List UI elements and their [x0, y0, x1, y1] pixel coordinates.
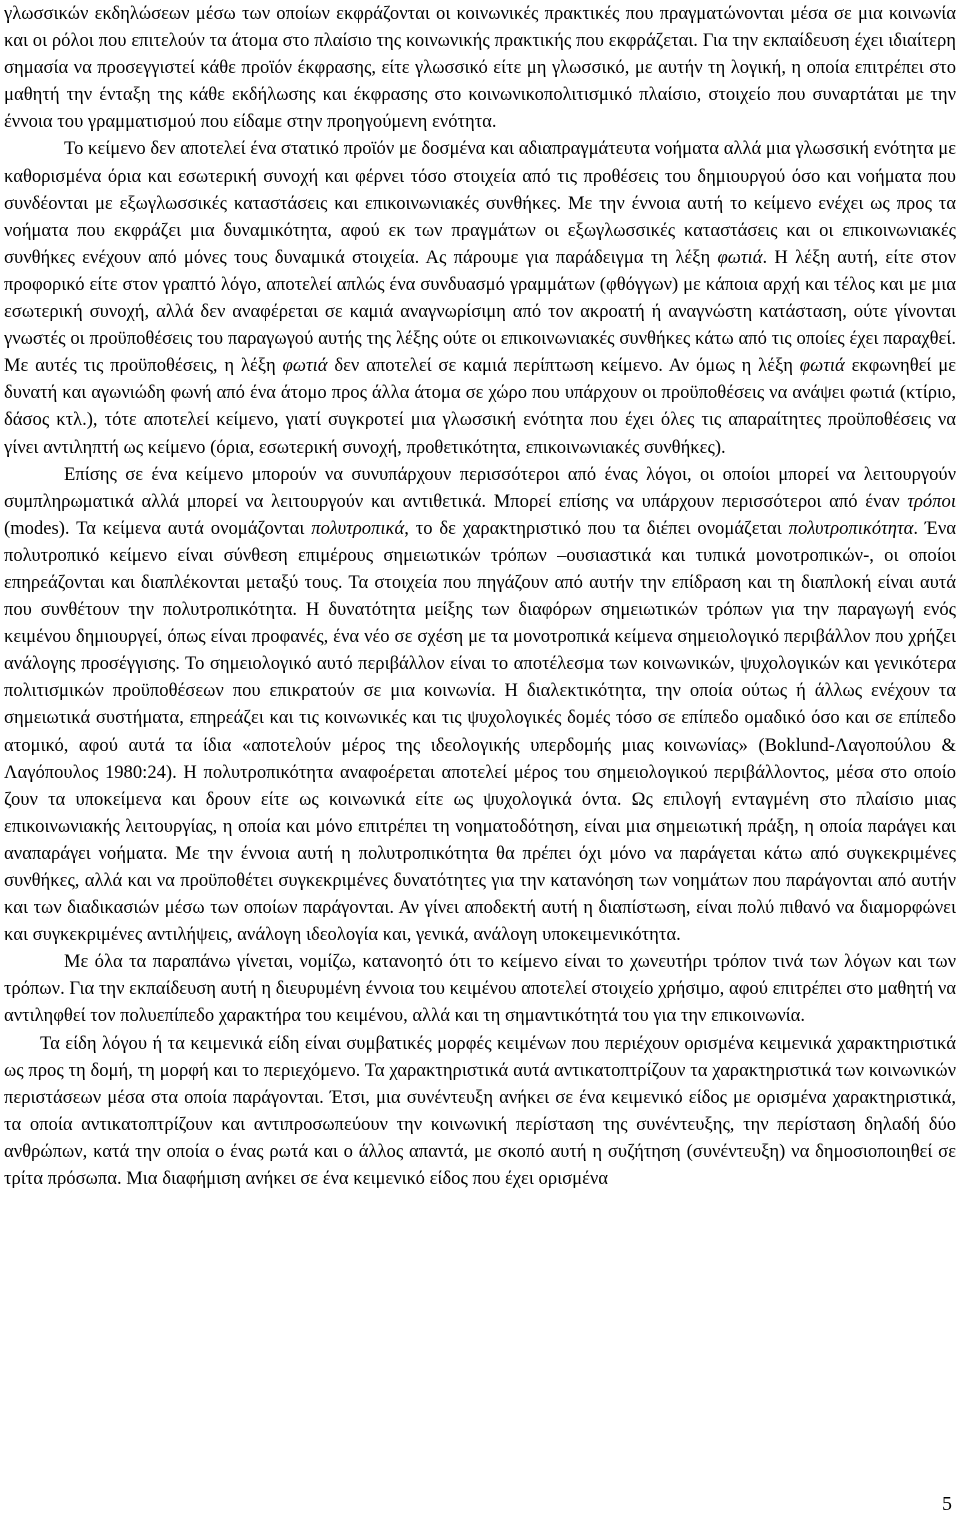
text-run: . Ένα πολυτροπικό κείμενο είναι σύνθεση επιμέρους σημειωτικών τρόπων –ουσιαστικά και τυπικά μονοτροπικών-, οι οποίοι επηρεάζονται και διαπλέκονται μεταξύ τους. Τα στοιχεία που πηγάζουν από αυτήν την επίδραση και τη διαπλοκή είναι αυτά που συνθέτουν την πολυτροπικότητα. Η δυνατότητα μείξης των διαφόρων σημειωτικών τρόπων για την παραγωγή ενός κειμένου δημιουργεί, όπως είναι προφανές, ένα νέο σε σχέση με τα μονοτροπικά κείμενα σημειολογικό περιβάλλον που χρήζει ανάλογης προσέγγισης. Το σημειολογικό αυτό περιβάλλον είναι το αποτέλεσμα των κοινωνικών, ψυχολογικών και γενικότερα πολιτισμικών προϋποθέσεων που επικρατούν σε μια κοινωνία. Η διαλεκτικότητα, την οποία ούτως ή άλλως ενέχουν τα σημειωτικά συστήματα, επηρεάζει και τις κοινωνικές και τις ψυχολογικές δομές τόσο σε επίπεδο ομαδικό όσο και σε επίπεδο ατομικό, αφού αυτά τα ίδια «αποτελούν μέρος της ιδεολογικής υπερδομής μιας κοινωνίας» (Boklund-Λαγοπούλου & Λαγόπουλος 1980:24). Η πολυτροπικότητα αναφοέρεται αποτελεί μέρος του σημειολογικού περιβάλλοντος, μέσα στο οποίο ζουν τα υποκείμενα και δρουν είτε ως κοινωνικά είτε ως ψυχολογικά όντα. Ως επιλογή ενταγμένη στο πλαίσιο μιας επικοινωνιακής λειτουργίας, η οποία και μόνο επιτρέπει τη νοηματοδότηση, είναι μια σημειωτική πράξη, η οποία παράγει και αναπαράγει νοήματα. Με την έννοια αυτή η πολυτροπικότητα θα πρέπει όχι μόνο να παράγεται κάτω από συγκεκριμένες συνθήκες, αλλά και να προϋποθέτει συγκεκριμένες δυνατότητες για την κατανόηση των νοημάτων που παράγονται από αυτήν και των διαδικασιών μέσω των οποίων παράγονται. Αν γίνει αποδεκτή αυτή η διαπίστωση, είναι πολύ πιθανό να διαμορφώνει και συγκεκριμένες αντιλήψεις, ανάλογη ιδεολογία και, γενικά, ανάλογη υποκειμενικότητα. [4, 517, 956, 946]
text-run: Επίσης σε ένα κείμενο μπορούν να συνυπάρχουν περισσότεροι από ένας λόγοι, οι οποίοι μπορεί να λειτουργούν συμπληρωματικά αλλά μπορεί να λειτουργούν και αντιθετικά. Μπορεί επίσης να υπάρχουν περισσότεροι από έναν [4, 463, 956, 512]
text-run: Τα είδη λόγου ή τα κειμενικά είδη είναι συμβατικές μορφές κειμένων που περιέχουν ορισμένα κειμενικά χαρακτηριστικά ως προς τη δομή, τη μορφή και το περιεχόμενο. Τα χαρακτηριστικά αυτά αντικατοπτρίζουν τα χαρακτηριστικά των κοινωνικών περιστάσεων μέσα στα οποία παράγονται. Έτσι, μια συνέντευξη ανήκει σε ένα κειμενικό είδος με ορισμένα χαρακτηριστικά, τα οποία αντικατοπτρίζουν και αντιπροσωπεύουν την κοινωνική περίσταση της συνέντευξης, την περίσταση δηλαδή δύο ανθρώπων, κατά την οποία ο ένας ρωτά και ο άλλος απαντά, με σκοπό αυτή η συζήτηση (συνέντευξη) να δημοσιοποιηθεί σε τρίτα πρόσωπα. Μια διαφήμιση ανήκει σε ένα κειμενικό είδος που έχει ορισμένα [4, 1032, 956, 1190]
paragraph-5 [4, 1030, 956, 1193]
text-run: Το κείμενο δεν αποτελεί ένα στατικό προϊόν με δοσμένα και αδιαπραγμάτευτα νοήματα αλλά μια γλωσσική ενότητα με καθορισμένα όρια και εσωτερική συνοχή και φέρνει τόσο στοιχεία από τις προθέσεις του δημιουργού όσο και νοήματα που συνδέονται με εξωγλωσσικές καταστάσεις και επικοινωνιακές συνθήκες. Με την έννοια αυτή το κείμενο ενέχει ως προς τα νοήματα που εκφράζει μια δυναμικότητα, αφού εκ των πραγμάτων οι εξωγλωσσικές καταστάσεις και οι επικοινωνιακές συνθήκες ενέχουν από μόνες τους δυναμικά στοιχεία. Ας πάρουμε για παράδειγμα τη λέξη [4, 138, 956, 268]
paragraph-3 [4, 461, 956, 949]
italic-term: πολυτροπικά [311, 517, 405, 539]
text-run: . Η λέξη αυτή, είτε στον προφορικό είτε στον γραπτό λόγο, αποτελεί απλώς ένα συνδυασμό γραμμάτων (φθόγγων) με κάποια αρχή και τέλος και με μια εσωτερική συνοχή, αλλά δεν αναφέρεται σε καμιά αναγνωρίσιμη από τον ακροατή ή αναγνώστη κατάσταση, ούτε γίνονται γνωστές οι προϋποθέσεις του παραγωγού αυτής της λέξης ούτε οι επικοινωνιακές συνθήκες κάτω από τις οποίες έχει παραχθεί. Με αυτές τις προϋποθέσεις, η λέξη [4, 246, 956, 377]
italic-term: φωτιά [799, 355, 845, 377]
text-run: γλωσσικών εκδηλώσεων μέσω των οποίων εκφράζονται οι κοινωνικές πρακτικές που πραγματώνονται μέσα σε μια κοινωνία και οι ρόλοι που επιτελούν τα άτομα στο πλαίσιο της κοινωνικής πρακτικής που εκφράζεται. Για την εκπαίδευση έχει ιδιαίτερη σημασία να προσεγγιστεί κάθε προϊόν έκφρασης, είτε γλωσσικό είτε μη γλωσσικό, με αυτήν τη λογική, η οποία επιτρέπει στο μαθητή την ένταξη της κάθε εκδήλωσης και έκφρασης στο κοινωνικοπολιτισμικό πλαίσιο, στοιχείο που συναρτάται με την έννοια του γραμματισμού που είδαμε στην προηγούμενη ενότητα. [4, 3, 956, 133]
paragraph-4 [4, 948, 956, 1029]
text-run: εκφωνηθεί με δυνατή και αγωνιώδη φωνή από ένα άτομο προς άλλα άτομα σε χώρο που υπάρχουν οι προϋποθέσεις να ανάψει φωτιά (κτίριο, δάσος κτλ.), τότε αποτελεί κείμενο, γιατί συγκροτεί μια γλωσσική ενότητα που έχει όλες τις απαραίτητες προϋποθέσεις να γίνει αντιληπτή ως κείμενο (όρια, εσωτερική συνοχή, προθετικότητα, επικοινωνιακές συνθήκες). [4, 355, 956, 458]
page-number: 5 [942, 1493, 952, 1515]
text-run: , το δε χαρακτηριστικό που τα διέπει ονομάζεται [404, 517, 789, 539]
italic-term: τρόποι [907, 490, 956, 512]
body-text [4, 0, 956, 1192]
text-run: δεν αποτελεί σε καμιά περίπτωση κείμενο. Αν όμως η λέξη [327, 355, 800, 377]
italic-term: πολυτροπικότητα [788, 517, 914, 539]
text-run: Με όλα τα παραπάνω γίνεται, νομίζω, κατανοητό ότι το κείμενο είναι το χωνευτήρι τρόπον τινά των λόγων και των τρόπων. Για την εκπαίδευση αυτή η διευρυμένη έννοια του κειμένου αποτελεί στοιχείο χρήσιμο, αφού επιτρέπει στο μαθητή να αντιληφθεί τον πολυεπίπεδο χαρακτήρα του κειμένου, αλλά και τη σημαντικότητά του για την επικοινωνία. [4, 951, 956, 1027]
italic-term: φωτιά [282, 355, 328, 377]
italic-term: φωτιά [717, 246, 763, 268]
paragraph-1 [4, 0, 956, 135]
paragraph-2 [4, 135, 956, 460]
text-run: (modes). Τα κείμενα αυτά ονομάζονται [4, 517, 312, 539]
